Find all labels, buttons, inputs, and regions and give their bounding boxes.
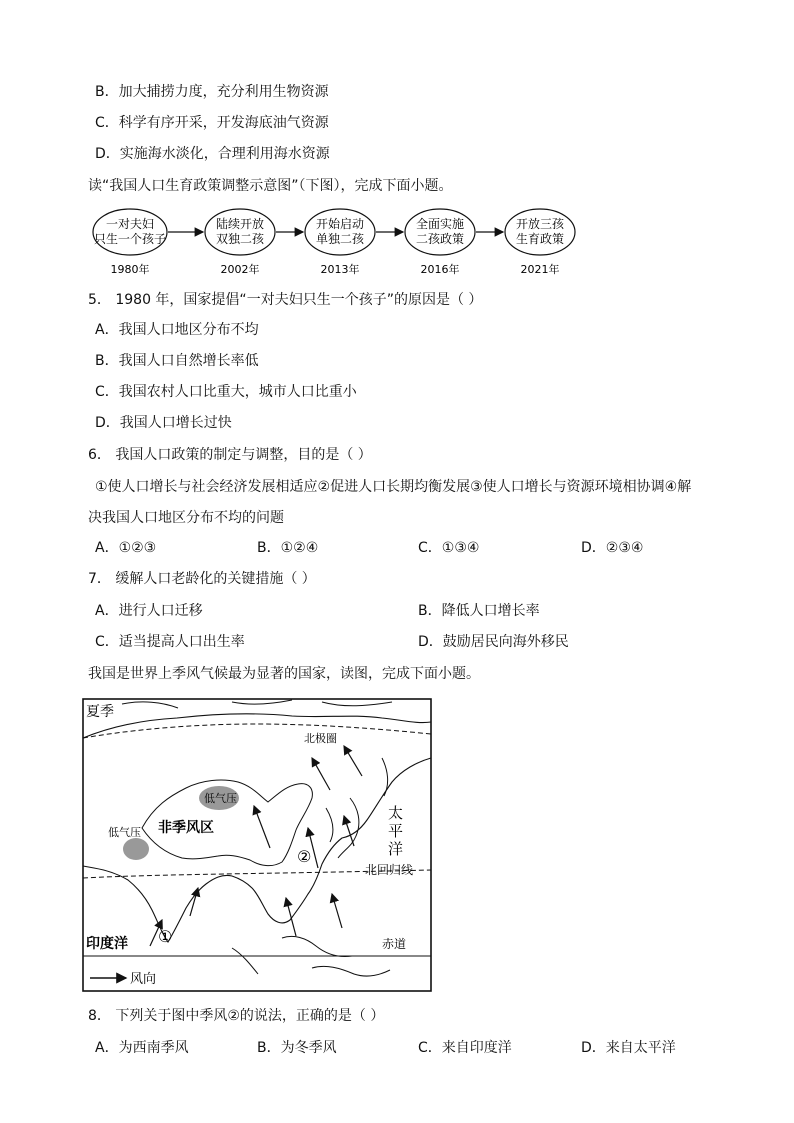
tropic-label: 北回归线	[365, 863, 414, 877]
low-pressure-label: 低气压	[204, 792, 237, 805]
q8-stem: 8． 下列关于图中季风②的说法，正确的是（ ）	[88, 1008, 385, 1024]
policy-flow-diagram	[90, 202, 590, 282]
q6-stem: 6． 我国人口政策的制定与调整，目的是（ ）	[88, 447, 372, 463]
q5-option-c: C．我国农村人口比重大，城市人口比重小	[95, 384, 357, 400]
policy-year: 1980年	[110, 263, 150, 276]
policy-year: 2021年	[520, 263, 560, 276]
q6-statement-line2: 决我国人口地区分布不均的问题	[88, 510, 284, 526]
policy-intro: 读“我国人口生育政策调整示意图”（下图），完成下面小题。	[88, 178, 453, 194]
q5-option-b: B．我国人口自然增长率低	[95, 353, 259, 369]
policy-node-line1: 开放三孩	[515, 217, 565, 231]
q4-option-c: C．科学有序开采，开发海底油气资源	[95, 115, 329, 131]
q7-stem: 7． 缓解人口老龄化的关键措施（ ）	[88, 571, 316, 587]
q7-option-b: B．降低人口增长率	[418, 603, 540, 619]
policy-node-line1: 全面实施	[415, 217, 465, 231]
q4-option-d: D．实施海水淡化，合理利用海水资源	[95, 146, 330, 162]
equator-label: 赤道	[382, 937, 407, 951]
marker-1: ①	[158, 927, 173, 946]
q7-option-a: A．进行人口迁移	[95, 603, 203, 619]
policy-node-line2: 二孩政策	[415, 232, 465, 246]
q6-option-d: D．②③④	[581, 540, 644, 556]
pacific-label: 平	[388, 822, 404, 840]
q6-option-c: C．①③④	[418, 540, 480, 556]
q5-stem: 5． 1980 年，国家提倡“一对夫妇只生一个孩子”的原因是（ ）	[88, 292, 483, 308]
q8-option-a: A．为西南季风	[95, 1040, 189, 1056]
q4-option-b: B．加大捕捞力度，充分利用生物资源	[95, 84, 329, 100]
q8-option-d: D．来自太平洋	[581, 1040, 676, 1056]
policy-year: 2013年	[320, 263, 360, 276]
q5-option-a: A．我国人口地区分布不均	[95, 322, 259, 338]
policy-year: 2002年	[220, 263, 260, 276]
legend-label: 风向	[130, 972, 157, 987]
q6-statement-line1: ①使人口增长与社会经济发展相适应②促进人口长期均衡发展③使人口增长与资源环境相协调④解	[95, 479, 692, 495]
marker-2: ②	[297, 847, 312, 866]
policy-node-line1: 一对夫妇	[105, 217, 155, 231]
q6-option-a: A．①②③	[95, 540, 157, 556]
monsoon-intro: 我国是世界上季风气候最为显著的国家，读图，完成下面小题。	[88, 666, 480, 682]
pacific-label: 太	[388, 804, 404, 822]
non-monsoon-label: 非季风区	[158, 820, 214, 836]
policy-node-2021	[505, 209, 575, 276]
policy-node-line1: 开始启动	[315, 217, 365, 231]
low-pressure-zone	[123, 838, 149, 860]
policy-node-2016	[405, 209, 475, 276]
policy-node-line2: 生育政策	[515, 232, 565, 246]
indian-ocean-label: 印度洋	[86, 936, 128, 952]
policy-node-line2: 双独二孩	[215, 232, 265, 246]
q6-option-b: B．①②④	[257, 540, 319, 556]
season-label: 夏季	[86, 704, 114, 720]
policy-node-2002	[205, 209, 275, 276]
policy-node-2013	[305, 209, 375, 276]
pacific-label: 洋	[388, 840, 404, 858]
q5-option-d: D．我国人口增长过快	[95, 415, 232, 431]
policy-node-line1: 陆续开放	[215, 217, 265, 231]
policy-node-line2: 单独二孩	[315, 232, 365, 246]
arctic-circle-label: 北极圈	[304, 732, 337, 745]
q8-option-b: B．为冬季风	[257, 1040, 337, 1056]
policy-node-1980	[93, 209, 167, 276]
q7-option-c: C．适当提高人口出生率	[95, 634, 245, 650]
q8-option-c: C．来自印度洋	[418, 1040, 512, 1056]
low-pressure-label: 低气压	[108, 826, 141, 839]
q7-option-d: D．鼓励居民向海外移民	[418, 634, 569, 650]
policy-node-line2: 只生一个孩子	[93, 232, 167, 246]
policy-year: 2016年	[420, 263, 460, 276]
monsoon-map	[82, 698, 432, 992]
